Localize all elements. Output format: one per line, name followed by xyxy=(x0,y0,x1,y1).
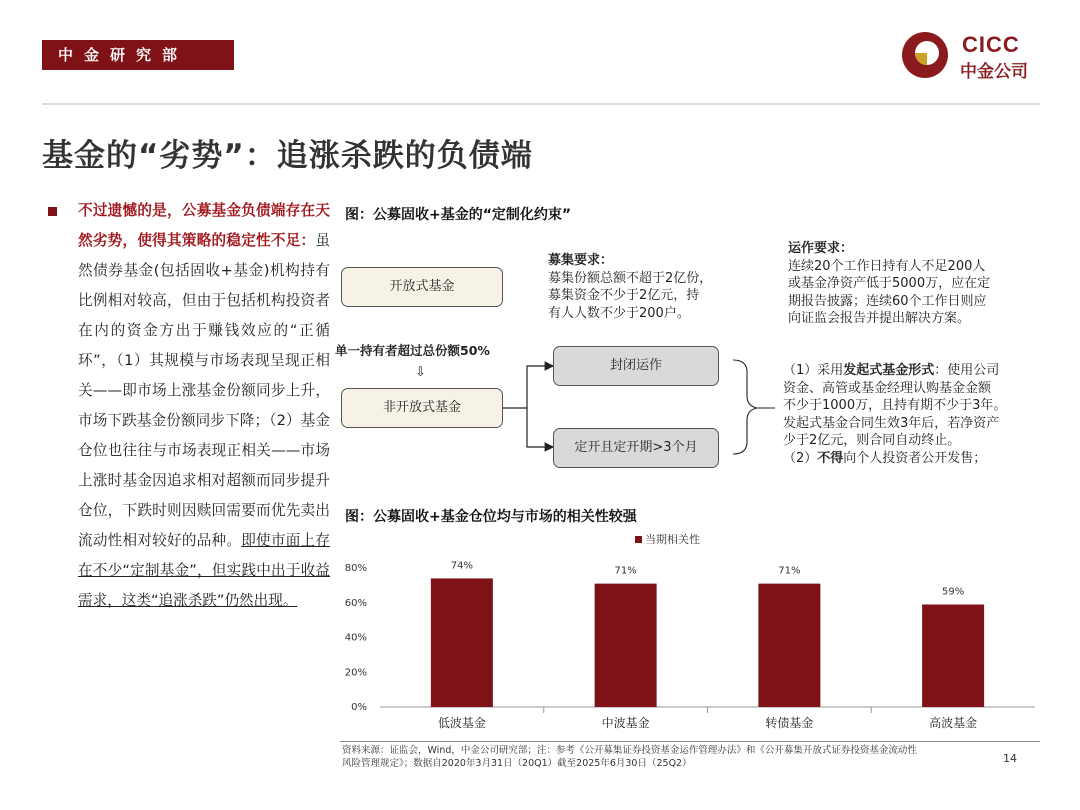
rule1-line: 发起式基金合同生效3年后，若净资产 xyxy=(783,415,1000,431)
bar xyxy=(758,584,820,707)
rule1-line: 资金、高管或基金经理认购基金金额 xyxy=(783,380,992,396)
custom-constraint-diagram xyxy=(335,232,1055,482)
left-text-block xyxy=(48,196,330,616)
y-tick-label: 60% xyxy=(344,597,367,609)
cicc-logo-icon xyxy=(900,30,956,80)
left-body: 虽然债券基金(包括固收+基金)机构持有比例相对较高，但由于包括机构投资者在内的资金方出于赚钱效应的“正循环”，（1）其规模与市场表现呈现正相关——即市场上涨基金份额同步上升，市场下跌基金份额同步下降；（2）基金仓位也往往与市场表现正相关——市场上涨时基金因追求相对超额而同步提升仓位，下跌时则因赎回需要而优先卖出流动性相对较好的品种。 xyxy=(78,232,330,549)
page-number: 14 xyxy=(1003,752,1017,765)
source-note xyxy=(342,744,992,770)
ops-line: 或基金净资产低于5000万，应在定 xyxy=(788,276,991,291)
legend-label: 当期相关性 xyxy=(645,533,700,546)
arrow-to-closed xyxy=(503,366,553,408)
department-tag: 中金研究部 xyxy=(42,40,234,70)
raise-line: 募集份额总额不超于2亿份， xyxy=(548,270,713,286)
rule2-rest: 向个人投资者公开发售； xyxy=(843,450,987,466)
figure1-title: 图：公募固收+基金的“定制化约束” xyxy=(345,207,572,223)
data-label: 71% xyxy=(778,565,801,577)
bar xyxy=(922,604,984,707)
bullet-square-icon xyxy=(48,207,57,216)
data-label: 59% xyxy=(942,586,965,598)
rule2-line xyxy=(783,450,1051,468)
sponsor-fund-rules xyxy=(783,362,1051,467)
rule1-rest: ：使用公司 xyxy=(934,363,1000,378)
y-tick-label: 40% xyxy=(344,632,367,644)
raise-line: 募集资金不少于2亿元，持 xyxy=(548,288,700,303)
bar xyxy=(431,578,493,707)
data-label: 71% xyxy=(614,565,637,577)
source-line: 风险管理规定》；数据自2020年3月31日（20Q1）截至2025年6月30日（25Q2） xyxy=(342,758,692,769)
logo-text-cn: 中金公司 xyxy=(960,62,1028,82)
ops-line: 连续20个工作日持有人不足200人 xyxy=(788,258,986,274)
rule1-line: 不少于1000万，且持有期不少于3年。 xyxy=(783,398,1007,413)
ops-title: 运作要求： xyxy=(788,241,854,256)
arrow-to-periodic xyxy=(527,408,553,447)
source-line: 资料来源：证监会，Wind，中金公司研究部；注：参考《公开募集证券投资基金运作管理办法》和《公开募集开放式证券投资基金流动性 xyxy=(342,745,917,756)
y-tick-label: 80% xyxy=(344,563,367,574)
rule1-bold: 发起式基金形式 xyxy=(843,363,935,378)
figure2-title: 图：公募固收+基金仓位均与市场的相关性较强 xyxy=(345,509,637,525)
page-title: 基金的“劣势”：追涨杀跌的负债端 xyxy=(42,138,533,174)
source-divider xyxy=(340,741,1040,742)
left-red-lead: 不过遗憾的是，公募基金负债端存在天然劣势，使得其策略的稳定性不足： xyxy=(78,202,330,249)
rule1-line: 少于2亿元，则合同自动终止。 xyxy=(783,433,961,448)
data-label: 74% xyxy=(450,560,473,572)
rule2-prefix: （2） xyxy=(783,450,818,466)
x-category-label: 中波基金 xyxy=(601,716,650,730)
brace-right xyxy=(733,360,757,454)
cicc-logo xyxy=(900,30,1050,80)
x-category-label: 转债基金 xyxy=(765,716,814,730)
operation-requirements xyxy=(788,240,1048,328)
position-correlation-bar-chart xyxy=(335,528,1040,738)
left-paragraph xyxy=(48,196,330,616)
logo-text-en: CICC xyxy=(962,32,1020,57)
left-underlined: 即使市面上存在不少“定制基金”，但实践中出于收益需求，这类“追涨杀跌”仍然出现。 xyxy=(78,532,330,609)
ops-line: 向证监会报告并提出解决方案。 xyxy=(788,311,971,326)
legend-swatch xyxy=(635,536,642,543)
rule2-bold: 不得 xyxy=(817,450,844,466)
x-category-label: 低波基金 xyxy=(437,716,486,730)
y-tick-label: 20% xyxy=(344,667,367,679)
header-divider xyxy=(42,103,1040,105)
down-arrow-icon: ⇩ xyxy=(415,365,426,380)
y-tick-label: 0% xyxy=(351,702,367,713)
arrow-label: 单一持有者超过总份额50% xyxy=(335,343,490,358)
rule1-line xyxy=(783,362,1051,380)
box-closed-operation: 封闭运作 xyxy=(553,346,719,386)
box-periodic-open: 定开且定开期>3个月 xyxy=(553,428,719,468)
box-nonopen-fund: 非开放式基金 xyxy=(341,388,503,428)
rule1-prefix: （1）采用 xyxy=(783,363,844,378)
raise-title: 募集要求： xyxy=(548,253,614,268)
box-open-fund: 开放式基金 xyxy=(341,267,503,307)
bar xyxy=(595,584,657,707)
x-category-label: 高波基金 xyxy=(929,716,978,730)
ops-line: 期报告披露；连续60个工作日则应 xyxy=(788,293,987,309)
raise-requirements xyxy=(548,252,768,322)
raise-line: 有人人数不少于200户。 xyxy=(548,305,690,321)
